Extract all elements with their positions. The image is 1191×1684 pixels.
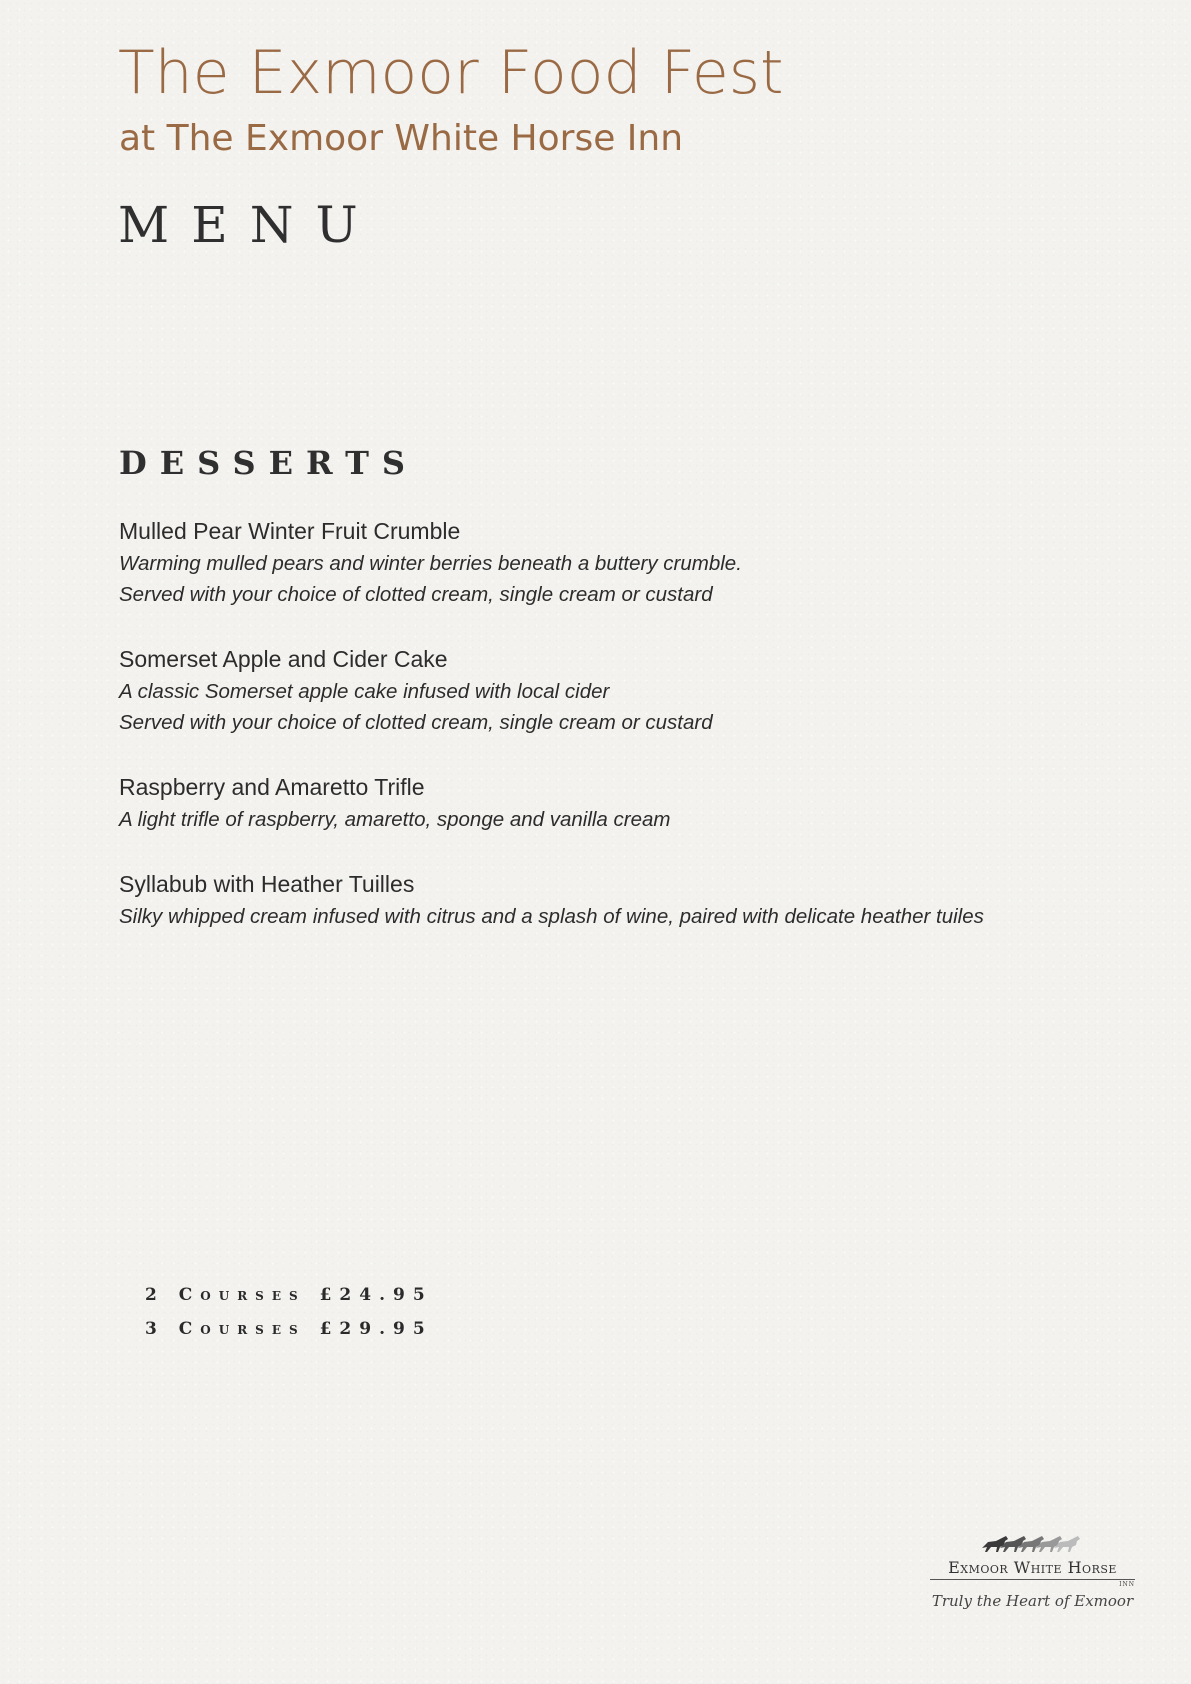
menu-item [119,770,1079,835]
menu-item-description: A classic Somerset apple cake infused with local cider [119,680,610,703]
price-list [145,1278,433,1346]
course-count: 2 [145,1285,165,1305]
course-label: Courses [178,1285,306,1305]
logo-name: Exmoor White Horse [930,1558,1135,1580]
menu-item [119,514,1079,610]
menu-heading: MENU [118,196,380,254]
page-subtitle: at The Exmoor White Horse Inn [119,118,684,159]
menu-item-description: Silky whipped cream infused with citrus and a splash of wine, paired with delicate heather tuiles [119,905,984,928]
section-heading-desserts: DESSERTS [119,444,418,482]
menu-item-description: A light trifle of raspberry, amaretto, sponge and vanilla cream [119,808,671,831]
page-title: The Exmoor Food Fest [118,38,784,108]
menu-item-description: Warming mulled pears and winter berries beneath a buttery crumble. [119,552,742,575]
galloping-horses-icon [978,1530,1088,1556]
menu-item-name: Somerset Apple and Cider Cake [119,646,448,672]
logo-inn: INN [1119,1581,1135,1588]
menu-item [119,642,1079,738]
course-label: Courses [178,1319,306,1339]
price-two-courses [145,1278,433,1312]
logo-tagline: Truly the Heart of Exmoor [931,1592,1134,1610]
course-price: £29.95 [319,1319,433,1339]
course-price: £24.95 [319,1285,433,1305]
dessert-list [119,514,1079,964]
price-three-courses [145,1312,433,1346]
menu-item-name: Raspberry and Amaretto Trifle [119,774,425,800]
menu-item-name: Mulled Pear Winter Fruit Crumble [119,518,461,544]
menu-item-name: Syllabub with Heather Tuilles [119,871,415,897]
menu-item [119,867,1079,932]
course-count: 3 [145,1319,165,1339]
menu-item-serving: Served with your choice of clotted cream, single cream or custard [119,711,713,734]
menu-item-serving: Served with your choice of clotted cream, single cream or custard [119,583,713,606]
inn-logo [930,1530,1135,1610]
